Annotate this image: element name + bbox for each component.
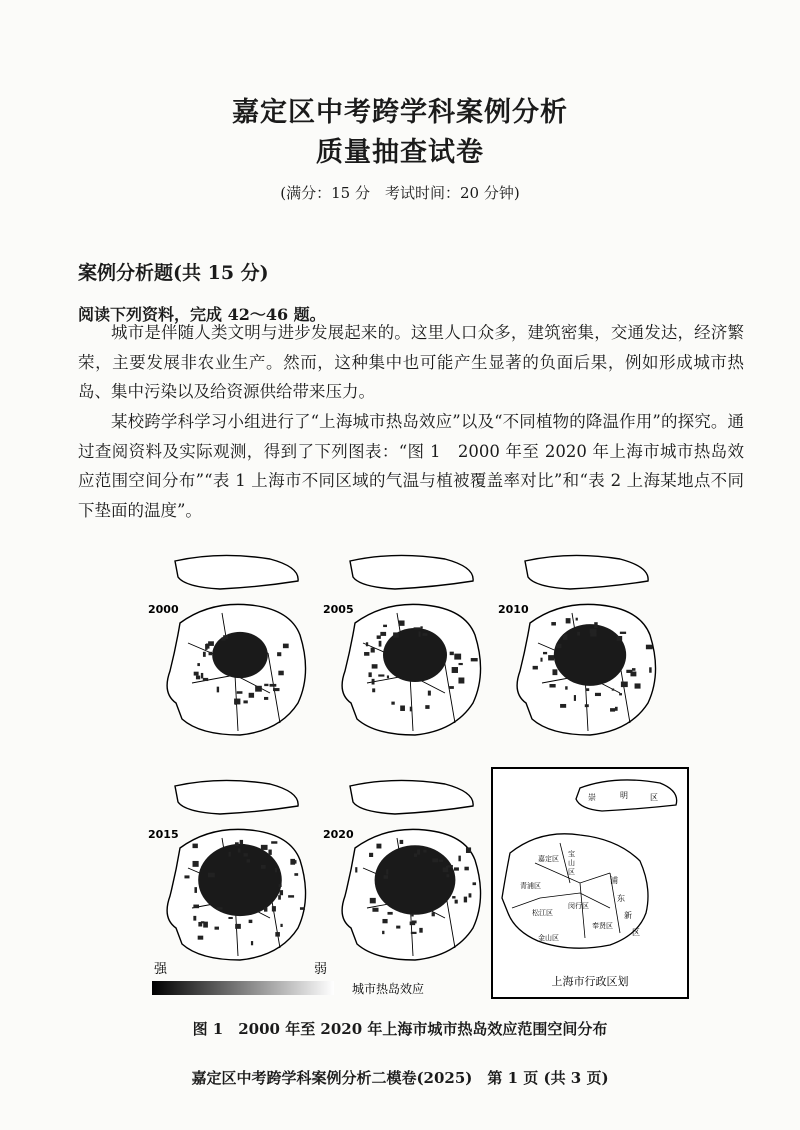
section-heading: 案例分析题(共 15 分) [78, 262, 269, 284]
heat-spot [540, 658, 542, 662]
heat-spot [548, 655, 554, 660]
district-label: 浦 [610, 876, 618, 885]
heat-spot [194, 887, 197, 893]
heat-spot [201, 673, 203, 679]
heat-spot [383, 625, 387, 627]
heat-spot [425, 705, 429, 709]
heat-map-2015 [148, 780, 306, 960]
heat-spot [566, 618, 571, 623]
heat-spot [382, 919, 387, 923]
district-label: 闵行区 [568, 902, 589, 910]
heat-spot [355, 867, 357, 872]
heat-spot [635, 683, 641, 688]
heat-spot [452, 896, 455, 898]
heat-spot [273, 688, 279, 691]
heat-spot [448, 865, 453, 867]
heat-spot [552, 669, 557, 675]
heat-spot [217, 907, 223, 909]
heat-spot [275, 868, 277, 872]
heat-spot [372, 908, 378, 912]
heat-spot [420, 626, 422, 628]
heat-spot [268, 850, 271, 855]
heat-spot [369, 853, 373, 857]
heat-spot [290, 859, 295, 865]
heat-spot [205, 644, 207, 650]
heat-spot [419, 632, 421, 637]
heat-spot [368, 672, 371, 677]
heat-spot [454, 654, 461, 660]
heat-spot [223, 635, 228, 639]
heat-spot [393, 632, 399, 637]
heat-spot [275, 932, 280, 937]
heat-spot [264, 697, 268, 700]
page-footer: 嘉定区中考跨学科案例分析二模卷(2025) 第 1 页 (共 3 页) [191, 1069, 609, 1087]
heat-spot [464, 897, 467, 903]
heat-spot [278, 671, 283, 676]
legend-gradient-bar [152, 981, 334, 995]
district-label: 山 [568, 859, 575, 867]
heat-spot [261, 865, 266, 869]
heat-spot [244, 853, 248, 857]
map-year-label: 2000 [148, 603, 179, 616]
district-label: 青浦区 [520, 882, 541, 890]
heat-spot [364, 652, 369, 656]
heat-spot [610, 708, 615, 711]
heat-spot [209, 652, 213, 655]
heat-spot [384, 875, 388, 879]
heat-spot [249, 693, 254, 698]
heat-spot [565, 686, 567, 689]
heat-spot [464, 867, 468, 871]
heat-spot [203, 652, 206, 657]
district-label: 嘉定区 [538, 855, 559, 863]
heat-spot [649, 667, 651, 672]
heat-spot [439, 860, 443, 862]
chongming-island [350, 555, 473, 589]
heat-spot [458, 678, 464, 684]
heat-spot [556, 644, 562, 648]
heat-spot [615, 707, 618, 711]
heat-spot [194, 672, 199, 676]
heat-spot [366, 642, 368, 646]
heat-spot [449, 686, 454, 689]
figure-heat-island-maps [140, 543, 700, 1005]
chongming-island [175, 555, 298, 589]
heat-spot [473, 882, 477, 885]
heat-spot [543, 652, 547, 654]
heat-spot [215, 927, 219, 930]
exam-info: (满分：15 分 考试时间：20 分钟) [280, 184, 520, 202]
heat-spot [454, 867, 459, 870]
heat-spot [294, 873, 298, 876]
heat-spot [255, 686, 262, 692]
heat-spot [249, 920, 253, 923]
heat-spot [184, 875, 189, 878]
heat-spot [411, 932, 417, 934]
heat-spot [203, 678, 208, 681]
heat-spot [372, 679, 375, 685]
heat-spot [452, 667, 458, 673]
heat-spot [240, 840, 243, 845]
heat-map-2010 [498, 555, 656, 735]
map-year-label: 2015 [148, 828, 179, 841]
heat-spot [197, 663, 200, 666]
heat-spot [586, 688, 589, 691]
heat-spot [411, 913, 413, 916]
heat-spot [632, 668, 635, 671]
heat-spot [379, 641, 382, 647]
heat-core [383, 628, 447, 682]
heat-spot [414, 853, 417, 856]
chongming-island [350, 780, 473, 814]
paragraph-1: 城市是伴随人类文明与进步发展起来的。这里人口众多，建筑密集，交通发达，经济繁荣，主要发展非农业生产。然而，这种集中也可能产生显著的负面后果，例如形成城市热岛、集中污染以及给资源供给带来压力。 [78, 323, 744, 401]
heat-spot [551, 622, 556, 625]
heat-spot [279, 884, 282, 887]
heat-spot [386, 869, 388, 874]
heat-spot [380, 632, 386, 636]
admin-map-title: 上海市行政区划 [551, 975, 629, 988]
district-label: 崇 [588, 793, 596, 802]
heat-spot [396, 926, 400, 929]
district-label: 东 [617, 894, 625, 903]
heat-spot [271, 841, 277, 843]
heat-spot [217, 687, 219, 693]
heat-spot [387, 675, 389, 678]
heat-spot [417, 849, 420, 854]
heat-spot [563, 634, 567, 640]
heat-spot [410, 922, 416, 926]
heat-spot [288, 895, 294, 897]
map-year-label: 2020 [323, 828, 354, 841]
heat-spot [280, 924, 282, 927]
district-label: 宝 [568, 850, 575, 858]
heat-core [212, 632, 268, 678]
heat-spot [192, 844, 197, 849]
heat-spot [382, 931, 384, 934]
heat-spot [370, 898, 376, 903]
chongming-island [175, 780, 298, 814]
heat-spot [432, 912, 435, 916]
legend-strong-label: 强 [154, 962, 168, 977]
heat-spot [455, 900, 458, 904]
heat-spot [621, 682, 628, 688]
heat-spot [471, 658, 478, 661]
figure-caption: 图 1 2000 年至 2020 年上海市城市热岛效应范围空间分布 [192, 1020, 608, 1038]
heat-spot [198, 922, 202, 927]
chongming-island [525, 555, 648, 589]
heat-spot [458, 856, 460, 862]
heat-spot [198, 936, 204, 940]
heat-spot [235, 924, 241, 929]
heat-spot [620, 632, 626, 634]
heat-spot [270, 684, 277, 687]
heat-spot [612, 689, 614, 691]
heat-spot [193, 905, 199, 909]
heat-spot [376, 844, 381, 849]
heat-spot [264, 907, 267, 911]
heat-spot [450, 652, 454, 655]
heat-spot [193, 861, 199, 867]
heat-spot [400, 705, 405, 710]
heat-spot [447, 874, 450, 877]
heat-spot [630, 672, 636, 677]
heat-spot [235, 842, 239, 846]
heat-spot [229, 852, 231, 857]
district-label: 松江区 [532, 909, 553, 917]
heat-spot [208, 641, 214, 646]
heat-spot [196, 676, 200, 680]
heat-spot [423, 850, 426, 853]
heat-spot [400, 840, 404, 844]
heat-spot [377, 635, 381, 638]
heat-spot [595, 693, 601, 696]
heat-spot [619, 693, 622, 695]
heat-spot [278, 895, 281, 900]
heat-spot [466, 847, 471, 853]
district-label: 新 [624, 911, 632, 920]
heat-spot [577, 632, 580, 636]
heat-spot [594, 622, 597, 628]
district-label: 奉贤区 [592, 922, 613, 930]
map-year-label: 2005 [323, 603, 354, 616]
district-label: 明 [620, 791, 628, 800]
district-label: 区 [632, 928, 640, 937]
heat-spot [208, 873, 215, 878]
legend-title: 城市热岛效应 [352, 982, 425, 996]
heat-spot [423, 633, 428, 636]
district-label: 金山区 [538, 934, 559, 942]
heat-spot [371, 648, 375, 653]
heat-spot [372, 688, 375, 692]
heat-spot [272, 906, 276, 911]
heat-spot [251, 941, 253, 945]
heat-spot [646, 645, 653, 650]
heat-spot [261, 845, 268, 850]
heat-spot [560, 704, 566, 708]
heat-spot [574, 695, 576, 701]
heat-spot [576, 618, 578, 621]
exam-title: 嘉定区中考跨学科案例分析 [232, 97, 568, 128]
heat-spot [378, 674, 384, 676]
heat-spot [414, 627, 421, 629]
heat-spot [469, 893, 472, 897]
heat-map-2005 [323, 555, 481, 735]
heat-spot [264, 684, 268, 686]
heat-spot [585, 704, 589, 707]
heat-spot [387, 912, 392, 915]
heat-spot [617, 636, 623, 641]
heat-spot [533, 666, 538, 670]
heat-spot [283, 644, 289, 649]
heat-spot [237, 691, 243, 694]
heat-map-2020 [323, 780, 481, 960]
heat-spot [247, 859, 250, 862]
heat-spot [590, 633, 596, 637]
heat-spot [300, 907, 305, 910]
heat-spot [235, 701, 237, 704]
heat-spot [203, 922, 208, 928]
district-label: 区 [568, 868, 575, 876]
heat-spot [432, 858, 438, 862]
heat-spot [238, 848, 241, 852]
heat-spot [372, 664, 378, 668]
heat-spot [410, 707, 412, 712]
heat-spot [549, 684, 555, 687]
paragraph-2: 某校跨学科学习小组进行了“上海城市热岛效应”以及“不同植物的降温作用”的探究。通过查阅资料及实际观测，得到了下列图表：“图 1 2000 年至 2020 年上海市城市热岛效应范围空间分布”“表 1 上海市不同区域的气温与植被覆盖率对比”和“表 2 上海某地点不同下垫面的温度”。 [78, 412, 744, 520]
legend [152, 962, 424, 996]
heat-map-2000 [148, 555, 306, 735]
heat-spot [428, 691, 431, 696]
exam-subtitle: 质量抽查试卷 [316, 137, 484, 168]
admin-map-panel [492, 768, 688, 998]
heat-spot [399, 620, 405, 625]
heat-spot [391, 702, 394, 705]
heat-spot [459, 663, 463, 665]
legend-weak-label: 弱 [314, 962, 328, 977]
heat-spot [228, 917, 232, 919]
heat-spot [419, 928, 422, 933]
heat-spot [277, 652, 281, 656]
heat-spot [193, 916, 196, 921]
district-label: 区 [650, 793, 658, 802]
instruction: 阅读下列资料，完成 42～46 题。 [78, 305, 326, 324]
heat-spot [280, 890, 283, 895]
map-year-label: 2010 [498, 603, 529, 616]
heat-spot [243, 700, 247, 703]
